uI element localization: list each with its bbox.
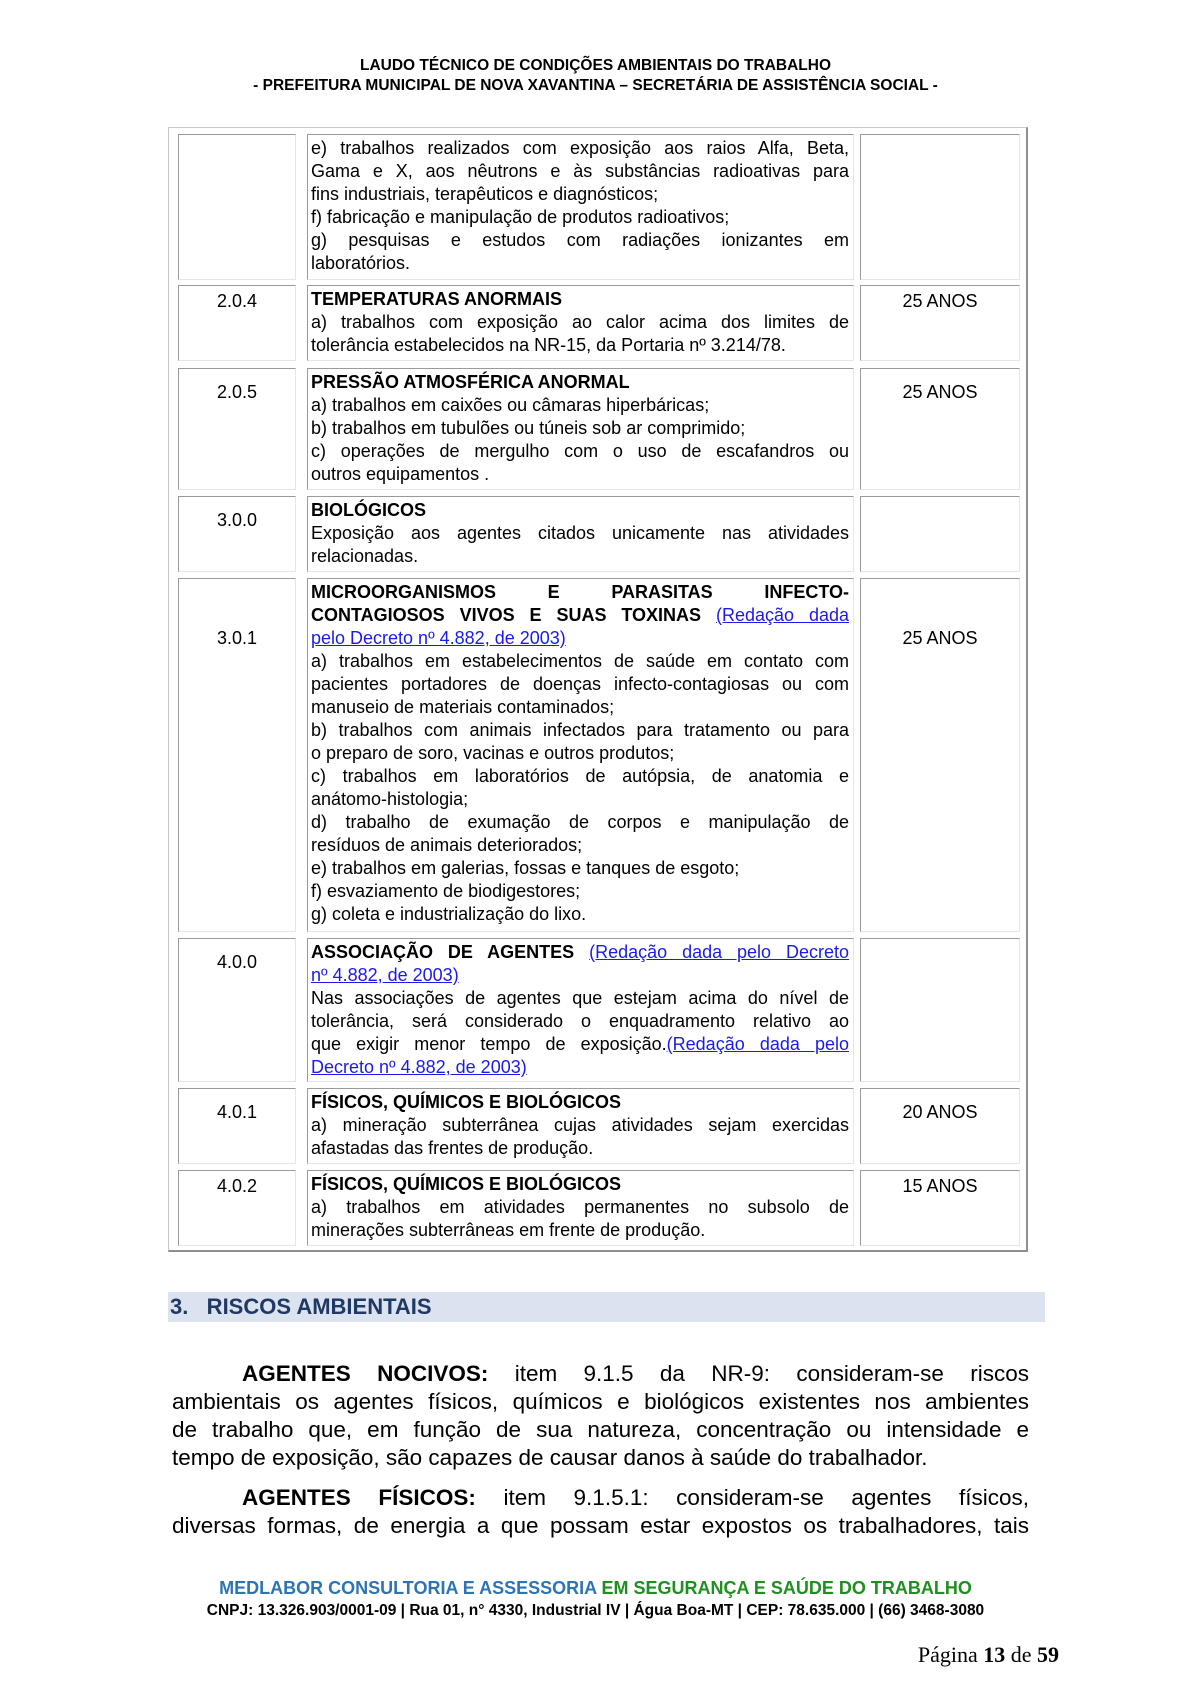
para-line: tempo de exposição, são capazes de causar danos à saúde do trabalhador. bbox=[172, 1445, 928, 1470]
decree-link[interactable]: Decreto nº 4.882, de 2003) bbox=[311, 1057, 527, 1077]
table-row-code: 4.0.2 bbox=[178, 1170, 296, 1246]
desc-line: a) trabalhos em estabelecimentos de saúde em contato com bbox=[311, 651, 849, 671]
desc-line: minerações subterrâneas em frente de produção. bbox=[311, 1220, 706, 1240]
row-title: TEMPERATURAS ANORMAIS bbox=[311, 289, 562, 309]
table-row-code bbox=[178, 134, 296, 280]
desc-line: Gama e X, aos nêutrons e às substâncias radioativas para bbox=[311, 161, 849, 181]
desc-line: outros equipamentos . bbox=[311, 464, 490, 484]
desc-line: afastadas das frentes de produção. bbox=[311, 1138, 594, 1158]
desc-line: g) coleta e industrialização do lixo. bbox=[311, 904, 587, 924]
para-line: ambientais os agentes físicos, químicos e biológicos existentes nos ambientes bbox=[172, 1389, 1029, 1414]
table-row-code: 3.0.0 bbox=[178, 496, 296, 572]
table-row-code: 2.0.4 bbox=[178, 285, 296, 361]
table-row-description bbox=[307, 368, 854, 490]
page-of: de bbox=[1010, 1642, 1032, 1667]
desc-line: f) esvaziamento de biodigestores; bbox=[311, 881, 581, 901]
table-row-years bbox=[860, 938, 1020, 1082]
company-name: MEDLABOR CONSULTORIA E ASSESSORIA bbox=[219, 1578, 597, 1598]
section-title: 3. RISCOS AMBIENTAIS bbox=[170, 1294, 432, 1319]
row-title: BIOLÓGICOS bbox=[311, 500, 427, 520]
row-title: FÍSICOS, QUÍMICOS E BIOLÓGICOS bbox=[311, 1092, 622, 1112]
desc-line: b) trabalhos com animais infectados para tratamento ou para bbox=[311, 720, 849, 740]
para-line: de trabalho que, em função de sua natureza, concentração ou intensidade e bbox=[172, 1417, 1029, 1442]
table-row-description bbox=[307, 578, 854, 932]
desc-line: e) trabalhos realizados com exposição aos raios Alfa, Beta, bbox=[311, 138, 849, 158]
desc-line: a) trabalhos com exposição ao calor acima dos limites de bbox=[311, 312, 849, 332]
desc-line: e) trabalhos em galerias, fossas e tanques de esgoto; bbox=[311, 858, 740, 878]
row-title: MICROORGANISMOS E PARASITAS INFECTO- bbox=[311, 582, 849, 602]
footer-address: CNPJ: 13.326.903/0001-09 | Rua 01, n° 4330, Industrial IV | Água Boa-MT | CEP: 78.635.000 | (66) 3468-3080 bbox=[206, 1602, 985, 1619]
decree-link[interactable]: (Redação dada bbox=[715, 605, 849, 625]
desc-line: tolerância estabelecidos na NR-15, da Portaria nº 3.214/78. bbox=[311, 335, 786, 355]
table-row-code: 4.0.0 bbox=[178, 938, 296, 1082]
table-row-years: 15 ANOS bbox=[860, 1170, 1020, 1246]
table-row-years: 25 ANOS bbox=[860, 368, 1020, 490]
para-line: diversas formas, de energia a que possam estar expostos os trabalhadores, tais bbox=[172, 1513, 1029, 1538]
table-row-years: 25 ANOS bbox=[860, 578, 1020, 932]
table-row-description bbox=[307, 285, 854, 361]
desc-line: o preparo de soro, vacinas e outros produtos; bbox=[311, 743, 675, 763]
footer-company bbox=[0, 1576, 1191, 1600]
row-title: ASSOCIAÇÃO DE AGENTES bbox=[311, 942, 575, 962]
decree-link[interactable]: nº 4.882, de 2003) bbox=[311, 965, 459, 985]
desc-line: tolerância, será considerado o enquadramento relativo ao bbox=[311, 1011, 849, 1031]
page-total: 59 bbox=[1037, 1642, 1059, 1667]
company-tagline: EM SEGURANÇA E SAÚDE DO TRABALHO bbox=[601, 1578, 972, 1598]
document-header bbox=[0, 56, 1191, 96]
para-line: item 9.1.5.1: consideram-se agentes físicos, bbox=[475, 1485, 1029, 1510]
desc-line: a) trabalhos em atividades permanentes no subsolo de bbox=[311, 1197, 849, 1217]
paragraph-agentes-nocivos bbox=[172, 1360, 1029, 1472]
table-row-description bbox=[307, 134, 854, 280]
page-number bbox=[918, 1642, 1059, 1668]
decree-link[interactable]: pelo Decreto nº 4.882, de 2003) bbox=[311, 628, 566, 648]
desc-line: pacientes portadores de doenças infecto-contagiosas ou com bbox=[311, 674, 849, 694]
row-title: PRESSÃO ATMOSFÉRICA ANORMAL bbox=[311, 372, 630, 392]
desc-line: manuseio de materiais contaminados; bbox=[311, 697, 615, 717]
term-bold: AGENTES NOCIVOS: bbox=[242, 1361, 489, 1386]
table-row-code: 4.0.1 bbox=[178, 1088, 296, 1164]
page-current: 13 bbox=[983, 1642, 1006, 1667]
table-row-description bbox=[307, 1088, 854, 1164]
desc-line: anátomo-histologia; bbox=[311, 789, 469, 809]
table-row-code: 3.0.1 bbox=[178, 578, 296, 932]
row-title-cont: CONTAGIOSOS VIVOS E SUAS TOXINAS bbox=[311, 605, 702, 625]
term-bold: AGENTES FÍSICOS: bbox=[242, 1485, 476, 1510]
desc-line: g) pesquisas e estudos com radiações ionizantes em bbox=[311, 230, 849, 250]
desc-line: a) trabalhos em caixões ou câmaras hiperbáricas; bbox=[311, 395, 710, 415]
desc-line: c) operações de mergulho com o uso de escafandros ou bbox=[311, 441, 849, 461]
section-heading bbox=[168, 1292, 1045, 1322]
table-row-description bbox=[307, 938, 854, 1082]
decree-link[interactable]: (Redação dada pelo bbox=[666, 1034, 849, 1054]
table-row-years bbox=[860, 134, 1020, 280]
desc-line: fins industriais, terapêuticos e diagnósticos; bbox=[311, 184, 659, 204]
desc-line: b) trabalhos em tubulões ou túneis sob ar comprimido; bbox=[311, 418, 746, 438]
page-label: Página bbox=[917, 1642, 978, 1667]
desc-line: a) mineração subterrânea cujas atividades sejam exercidas bbox=[311, 1115, 849, 1135]
table-row-years: 20 ANOS bbox=[860, 1088, 1020, 1164]
table-row-years: 25 ANOS bbox=[860, 285, 1020, 361]
desc-line: relacionadas. bbox=[311, 546, 419, 566]
desc-line: Exposição aos agentes citados unicamente nas atividades bbox=[311, 523, 849, 543]
desc-line: d) trabalho de exumação de corpos e manipulação de bbox=[311, 812, 849, 832]
desc-line: Nas associações de agentes que estejam acima do nível de bbox=[311, 988, 849, 1008]
para-line: item 9.1.5 da NR-9: consideram-se riscos bbox=[488, 1361, 1029, 1386]
table-row-description bbox=[307, 496, 854, 572]
desc-line: f) fabricação e manipulação de produtos radioativos; bbox=[311, 207, 730, 227]
table-row-code: 2.0.5 bbox=[178, 368, 296, 490]
desc-line: resíduos de animais deteriorados; bbox=[311, 835, 583, 855]
header-subtitle: - PREFEITURA MUNICIPAL DE NOVA XAVANTINA – SECRETÁRIA DE ASSISTÊNCIA SOCIAL - bbox=[253, 77, 938, 94]
table-row-years bbox=[860, 496, 1020, 572]
table-row-description bbox=[307, 1170, 854, 1246]
decree-link[interactable]: (Redação dada pelo Decreto bbox=[589, 942, 849, 962]
desc-line: laboratórios. bbox=[311, 253, 411, 273]
header-title: LAUDO TÉCNICO DE CONDIÇÕES AMBIENTAIS DO TRABALHO bbox=[359, 57, 832, 74]
paragraph-agentes-fisicos bbox=[172, 1484, 1029, 1540]
desc-line: c) trabalhos em laboratórios de autópsia, de anatomia e bbox=[311, 766, 849, 786]
desc-line: que exigir menor tempo de exposição. bbox=[311, 1034, 667, 1054]
row-title: FÍSICOS, QUÍMICOS E BIOLÓGICOS bbox=[311, 1174, 622, 1194]
